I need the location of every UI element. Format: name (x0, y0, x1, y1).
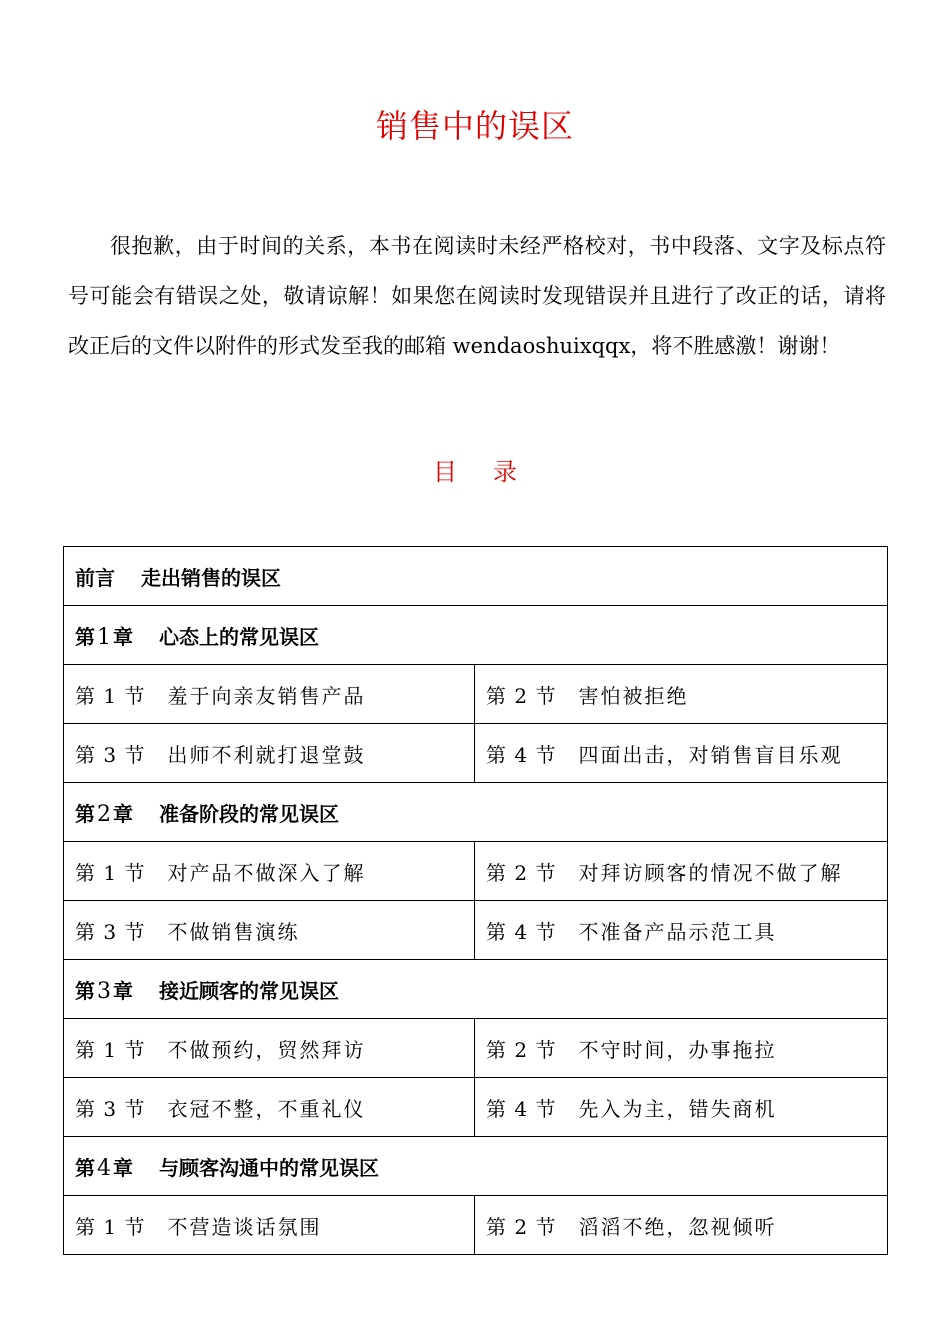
chapter-number: 1 (97, 624, 111, 650)
toc-section-row (64, 1019, 888, 1078)
toc-section (64, 665, 475, 724)
toc-chapter-row (64, 1137, 888, 1196)
section-title: 不准备产品示范工具 (578, 919, 777, 944)
section-title: 害怕被拒绝 (578, 683, 689, 708)
toc-chapter-row (64, 960, 888, 1019)
section-title: 不营造谈话氛围 (167, 1214, 322, 1239)
intro-paragraph: 很抱歉，由于时间的关系，本书在阅读时未经严格校对，书中段落、文字及标点符号可能会有错误之处，敬请谅解！如果您在阅读时发现错误并且进行了改正的话，请将改正后的文件以附件的形式发至我的邮箱 wendaoshuixqqx，将不胜感激！谢谢！ (68, 234, 886, 358)
toc-preface (64, 547, 888, 606)
section-label: 第 1 节 (75, 860, 146, 885)
chapter-label-post: 章 (113, 978, 133, 1003)
table-of-contents (63, 546, 888, 1255)
section-title: 不做预约，贸然拜访 (167, 1037, 366, 1062)
toc-section-row (64, 842, 888, 901)
section-label: 第 3 节 (75, 1096, 146, 1121)
section-label: 第 4 节 (486, 1096, 557, 1121)
toc-chapter-row (64, 606, 888, 665)
toc-heading-part-1: 目 (433, 458, 457, 486)
toc-section (475, 901, 888, 960)
toc-section (64, 724, 475, 783)
toc-chapter-2 (64, 783, 888, 842)
preface-label: 前言 (75, 565, 115, 590)
toc-section-row (64, 1078, 888, 1137)
chapter-label-pre: 第 (75, 978, 95, 1003)
section-title: 四面出击，对销售盲目乐观 (578, 742, 843, 767)
section-label: 第 2 节 (486, 860, 557, 885)
chapter-number: 4 (97, 1155, 111, 1181)
chapter-label-post: 章 (113, 801, 133, 826)
chapter-label-pre: 第 (75, 801, 95, 826)
chapter-label-pre: 第 (75, 624, 95, 649)
toc-section (475, 842, 888, 901)
section-label: 第 3 节 (75, 919, 146, 944)
chapter-title: 与顾客沟通中的常见误区 (159, 1155, 379, 1180)
toc-section (64, 901, 475, 960)
toc-preface-row (64, 547, 888, 606)
section-label: 第 2 节 (486, 1037, 557, 1062)
chapter-title: 准备阶段的常见误区 (159, 801, 339, 826)
toc-chapter-row (64, 783, 888, 842)
section-title: 对拜访顾客的情况不做了解 (578, 860, 843, 885)
document-title: 销售中的误区 (375, 107, 574, 145)
section-title: 滔滔不绝，忽视倾听 (578, 1214, 777, 1239)
toc-chapter-1 (64, 606, 888, 665)
chapter-title: 接近顾客的常见误区 (159, 978, 339, 1003)
toc-section-row (64, 901, 888, 960)
section-label: 第 4 节 (486, 919, 557, 944)
toc-chapter-4 (64, 1137, 888, 1196)
section-label: 第 2 节 (486, 683, 557, 708)
toc-section (64, 1019, 475, 1078)
toc-section (475, 1196, 888, 1255)
toc-chapter-3 (64, 960, 888, 1019)
toc-section-row (64, 724, 888, 783)
section-title: 出师不利就打退堂鼓 (167, 742, 366, 767)
toc-section (475, 724, 888, 783)
section-label: 第 4 节 (486, 742, 557, 767)
section-label: 第 1 节 (75, 1037, 146, 1062)
toc-heading-part-2: 录 (493, 458, 517, 486)
toc-section (64, 1078, 475, 1137)
section-label: 第 3 节 (75, 742, 146, 767)
section-title: 先入为主，错失商机 (578, 1096, 777, 1121)
section-title: 羞于向亲友销售产品 (167, 683, 366, 708)
section-label: 第 1 节 (75, 1214, 146, 1239)
toc-section (475, 1078, 888, 1137)
toc-section-row (64, 665, 888, 724)
chapter-title: 心态上的常见误区 (159, 624, 319, 649)
section-title: 衣冠不整，不重礼仪 (167, 1096, 366, 1121)
toc-section (475, 1019, 888, 1078)
toc-heading (0, 452, 950, 492)
section-title: 对产品不做深入了解 (167, 860, 366, 885)
chapter-number: 3 (97, 978, 111, 1004)
section-label: 第 2 节 (486, 1214, 557, 1239)
section-title: 不守时间，办事拖拉 (578, 1037, 777, 1062)
preface-title: 走出销售的误区 (141, 565, 281, 590)
chapter-label-post: 章 (113, 624, 133, 649)
toc-section (475, 665, 888, 724)
section-title: 不做销售演练 (167, 919, 300, 944)
toc-section (64, 1196, 475, 1255)
section-label: 第 1 节 (75, 683, 146, 708)
chapter-label-post: 章 (113, 1155, 133, 1180)
chapter-number: 2 (97, 801, 111, 827)
toc-section-row (64, 1196, 888, 1255)
toc-section (64, 842, 475, 901)
chapter-label-pre: 第 (75, 1155, 95, 1180)
